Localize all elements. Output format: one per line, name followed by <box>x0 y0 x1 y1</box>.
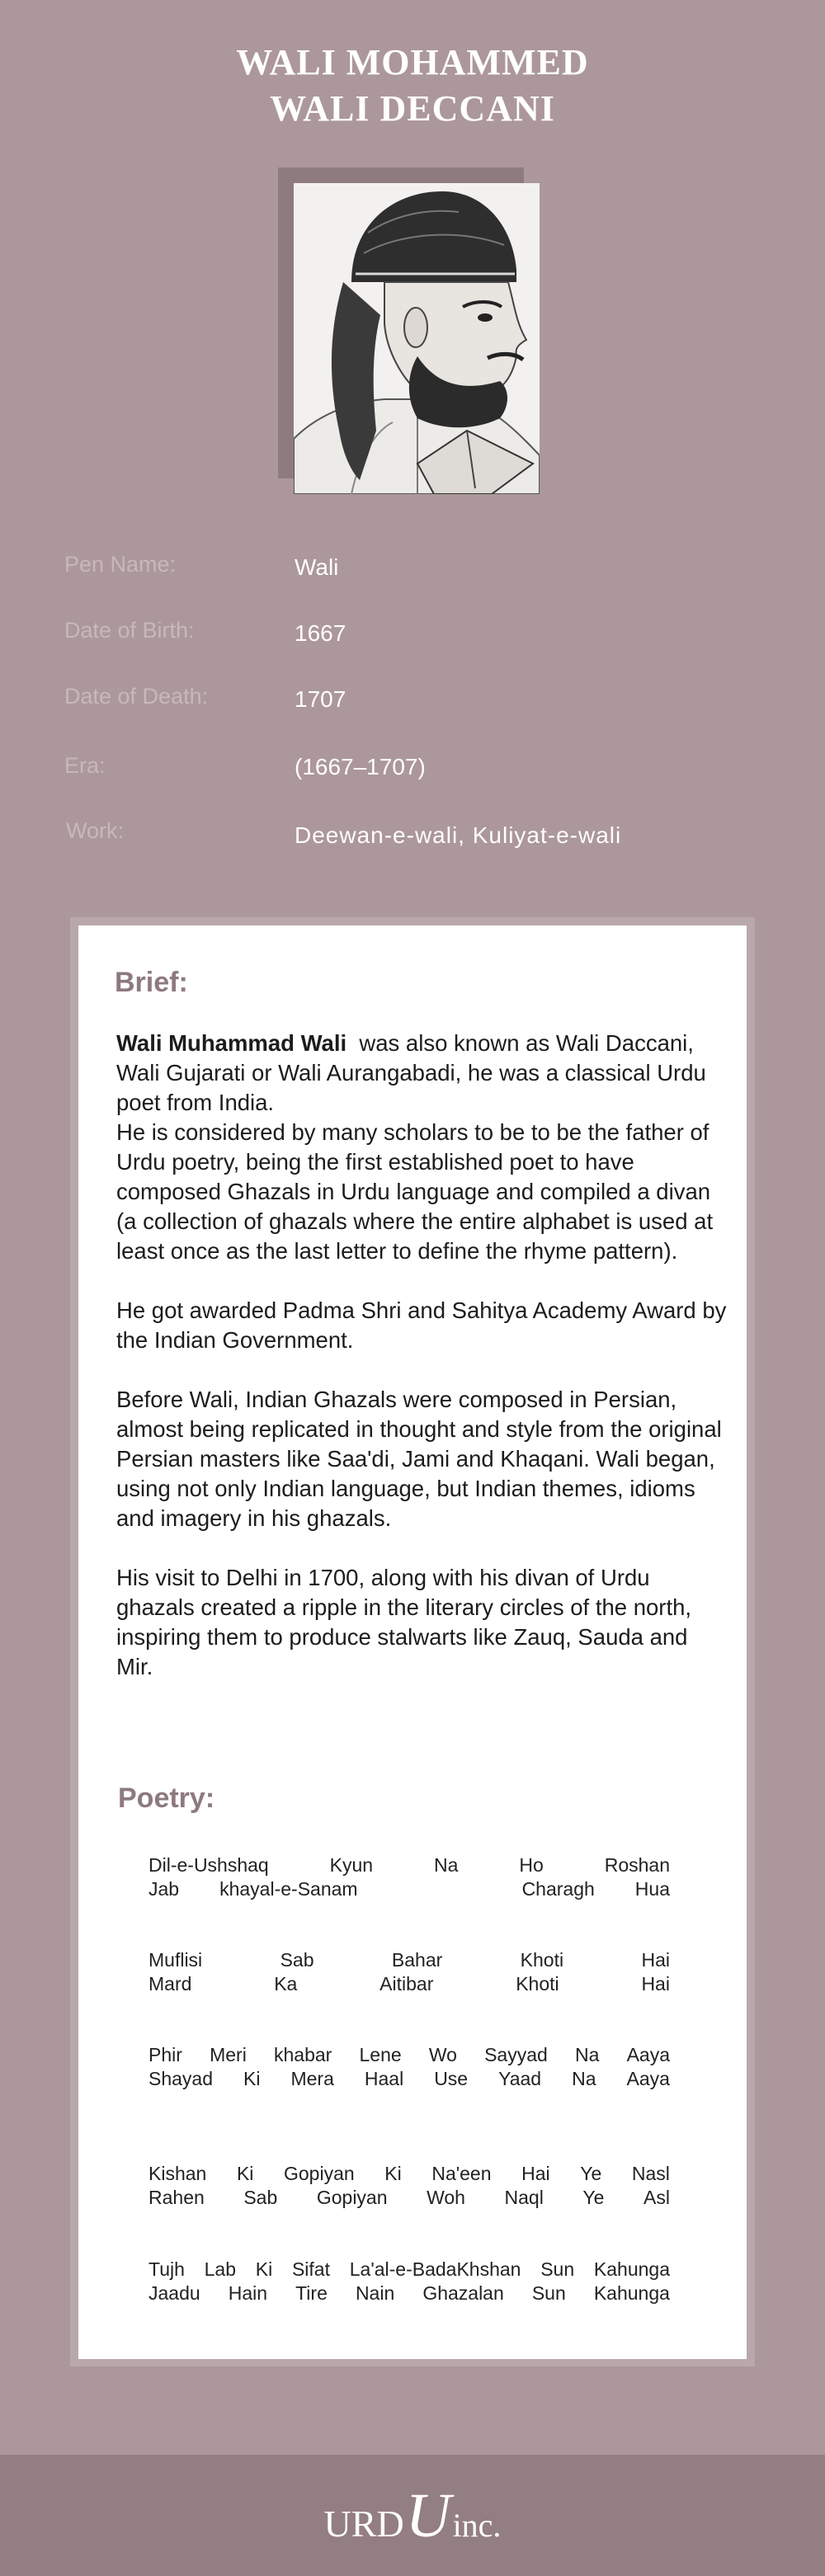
word: Roshan <box>604 1854 670 1876</box>
info-row-pen-name <box>0 548 825 589</box>
word: Meri <box>210 2044 247 2065</box>
word: Aitibar <box>380 1973 434 1994</box>
couplet-2-line-1 <box>148 1948 670 1972</box>
word: Kahunga <box>593 2258 670 2280</box>
word: Gopiyan <box>316 2187 388 2208</box>
couplet-5 <box>148 2258 670 2305</box>
word: Hai <box>641 1973 670 1994</box>
word: Khoti <box>516 1973 559 1994</box>
couplet-1-line-2 <box>148 1877 670 1901</box>
brief-paragraph-2: He got awarded Padma Shri and Sahitya Academy Award by the Indian Government. <box>116 1297 727 1353</box>
word: Ka <box>274 1973 298 1994</box>
word: Kyun <box>329 1854 374 1876</box>
word: Na <box>574 2044 600 2065</box>
couplet-2 <box>148 1948 670 1996</box>
word: Lab <box>204 2258 237 2280</box>
word: Hai <box>521 2163 550 2184</box>
word: Na <box>572 2068 596 2089</box>
word: Hua <box>634 1878 670 1900</box>
word: Lene <box>359 2044 402 2065</box>
title-line-2: WALI DECCANI <box>270 88 555 129</box>
word: Sun <box>531 2282 566 2304</box>
urdu-inc-logo[interactable] <box>0 2475 825 2567</box>
word: Ki <box>236 2163 254 2184</box>
info-row-work <box>0 814 825 855</box>
couplet-3 <box>148 2043 670 2091</box>
couplet-4 <box>148 2162 670 2210</box>
couplet-2-line-2 <box>148 1972 670 1996</box>
word: Ki <box>255 2258 273 2280</box>
brief-heading: Brief: <box>115 967 188 998</box>
word: Tire <box>295 2282 328 2304</box>
couplet-3-line-1 <box>148 2043 670 2067</box>
word: Sayyad <box>484 2044 548 2065</box>
word: Dil-e-Ushshaq <box>148 1854 269 1876</box>
word: Jab <box>148 1878 180 1900</box>
brief-paragraph-4: His visit to Delhi in 1700, along with his divan of Urdu ghazals created a ripple in the literary circles of the north, inspiring them to produce stalwarts like Zauq, Sauda and Mir. <box>116 1565 692 1679</box>
word: Tujh <box>148 2258 185 2280</box>
word: Sifat <box>291 2258 330 2280</box>
pen-name-label: Pen Name: <box>64 552 177 577</box>
word: Kahunga <box>593 2282 670 2304</box>
era-label: Era: <box>64 753 106 778</box>
word: Ki <box>384 2163 402 2184</box>
word: Mard <box>148 1973 192 1994</box>
word: Ki <box>243 2068 261 2089</box>
word: Gopiyan <box>284 2163 355 2184</box>
date-of-birth-value: 1667 <box>295 620 346 646</box>
word: Sab <box>243 2187 278 2208</box>
couplet-5-line-2 <box>148 2282 670 2305</box>
word: Naql <box>504 2187 544 2208</box>
work-label: Work: <box>66 818 125 843</box>
couplet-1 <box>148 1853 670 1901</box>
pen-name-value: Wali <box>295 554 339 580</box>
word: khayal-e-Sanam <box>219 1878 358 1900</box>
logo-text-u: U <box>405 2481 451 2550</box>
poetry-heading: Poetry: <box>118 1782 215 1814</box>
word: Asl <box>644 2187 670 2208</box>
word: Ye <box>580 2163 602 2184</box>
word: Ho <box>519 1854 544 1876</box>
word: Jaadu <box>148 2282 200 2304</box>
word: Hain <box>228 2282 268 2304</box>
word: Woh <box>427 2187 465 2208</box>
work-value: Deewan-e-wali, Kuliyat-e-wali <box>295 822 622 848</box>
word: Sab <box>280 1949 314 1971</box>
date-of-death-value: 1707 <box>295 686 346 712</box>
brief-paragraph-3: Before Wali, Indian Ghazals were composed in Persian, almost being replicated in thought and style from the original Persian masters like Saa'di, Jami and Khaqani. Wali began, using not only Indian language, but Indian themes, idioms and imagery in his ghazals. <box>116 1387 722 1531</box>
poet-name-bold: Wali Muhammad Wali <box>116 1030 347 1056</box>
word: Bahar <box>391 1949 443 1971</box>
word: Use <box>434 2068 469 2089</box>
word: Sun <box>540 2258 575 2280</box>
brief-paragraph-1 <box>116 1029 727 1266</box>
brief-paragraph-1-text: was also known as Wali Daccani, Wali Gujarati or Wali Aurangabadi, he was a classical Urdu poet from India. <box>116 1030 713 1115</box>
word: Charagh <box>521 1878 595 1900</box>
page-title <box>0 40 825 132</box>
word: Kishan <box>148 2163 207 2184</box>
info-row-era <box>0 749 825 790</box>
word: Muflisi <box>148 1949 203 1971</box>
couplet-3-line-2 <box>148 2067 670 2091</box>
brief-paragraph-1b-text: He is considered by many scholars to be to be the father of Urdu poetry, being the first established poet to have composed Ghazals in Urdu language and compiled a divan (a collection of ghazals where the entire alphabet is used at least once as the last letter to define the rhyme pattern). <box>116 1119 714 1264</box>
couplet-5-line-1 <box>148 2258 670 2282</box>
era-value: (1667–1707) <box>295 754 426 779</box>
word: Rahen <box>148 2187 205 2208</box>
word: Ghazalan <box>422 2282 504 2304</box>
word: Wo <box>428 2044 457 2065</box>
word: La'al-e-BadaKhshan <box>349 2258 521 2280</box>
info-row-date-of-death <box>0 680 825 721</box>
poet-portrait <box>294 183 540 494</box>
word: Nasl <box>631 2163 670 2184</box>
word: Mera <box>290 2068 334 2089</box>
word: Shayad <box>148 2068 214 2089</box>
logo-text-inc: inc. <box>452 2507 502 2544</box>
couplet-4-line-2 <box>148 2186 670 2210</box>
word: Yaad <box>498 2068 542 2089</box>
word: khabar <box>273 2044 332 2065</box>
word: Nain <box>355 2282 395 2304</box>
word: Hai <box>641 1949 670 1971</box>
word: Aaya <box>626 2068 670 2089</box>
brief-body <box>116 1029 727 1712</box>
date-of-birth-label: Date of Birth: <box>64 618 195 643</box>
word: Phir <box>148 2044 182 2065</box>
word: Na <box>434 1854 459 1876</box>
couplet-1-line-1 <box>148 1853 670 1877</box>
word: Haal <box>364 2068 404 2089</box>
word: Ye <box>582 2187 605 2208</box>
logo-text-urd: URD <box>323 2503 404 2545</box>
title-line-1: WALI MOHAMMED <box>236 42 589 82</box>
word: Khoti <box>520 1949 564 1971</box>
couplet-4-line-1 <box>148 2162 670 2186</box>
word: Na'een <box>431 2163 492 2184</box>
word: Aaya <box>626 2044 670 2065</box>
info-row-date-of-birth <box>0 614 825 655</box>
date-of-death-label: Date of Death: <box>64 684 209 709</box>
